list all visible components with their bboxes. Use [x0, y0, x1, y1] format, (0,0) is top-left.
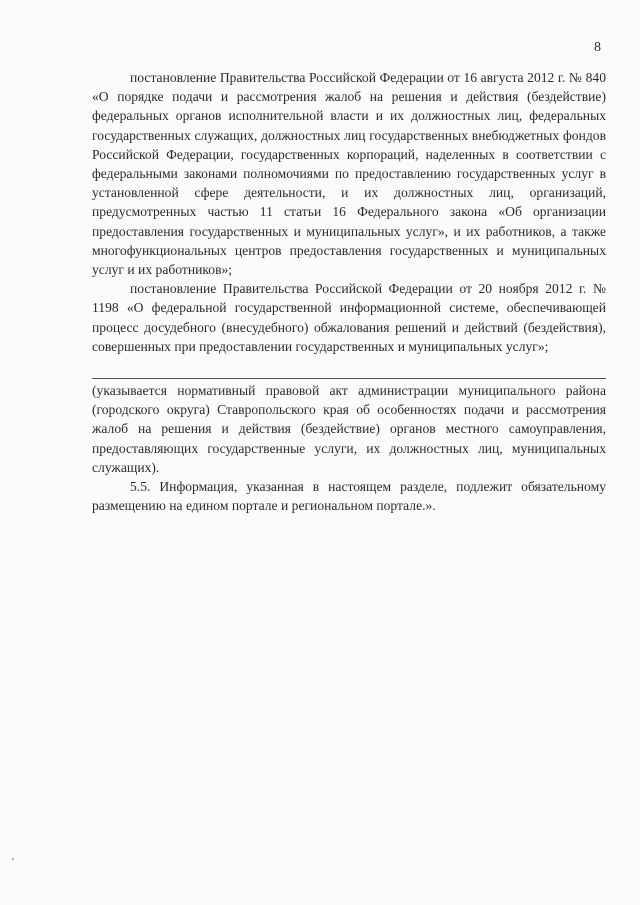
page-number: 8	[594, 40, 601, 55]
paragraph-decree-1198: постановление Правительства Российской Федерации от 20 ноября 2012 г. № 1198 «О федеральной государственной информационной системе, обеспечивающей процесс досудебного (внесудебного) обжалования решений и действий (бездействия), совершенных при предоставлении государственных и муниципальных услуг»;	[92, 281, 606, 354]
placeholder-note: (указывается нормативный правовой акт администрации муниципального района (городского округа) Ставропольского края об особенностях подачи и рассмотрения жалоб на решения и действия (бездействие) органов местного самоуправления, предоставляющих государственные услуги, их должностных лиц, муниципальных служащих).	[92, 383, 606, 475]
paragraph-decree-840: постановление Правительства Российской Федерации от 16 августа 2012 г. № 840 «О порядке подачи и рассмотрения жалоб на решения и действия (бездействие) федеральных органов исполнительной власти и их должностных лиц, федеральных государственных служащих, должностных лиц государственных внебюджетных фондов Российской Федерации, государственных корпораций, наделенных в соответствии с федеральными законами полномочиями по предоставлению государственных услуг в установленной сфере деятельности, и их должностных лиц, организаций, предусмотренных частью 11 статьи 16 Федерального закона «Об организации предоставления государственных и муниципальных услуг», и их работников, а также многофункциональных центров предоставления государственных и муниципальных услуг и их работников»;	[92, 70, 606, 278]
scan-speck	[12, 858, 14, 860]
document-body	[92, 68, 606, 515]
blank-fill-line	[92, 356, 606, 379]
paragraph-5-5: 5.5. Информация, указанная в настоящем разделе, подлежит обязательному размещению на едином портале и региональном портале.».	[92, 479, 606, 514]
